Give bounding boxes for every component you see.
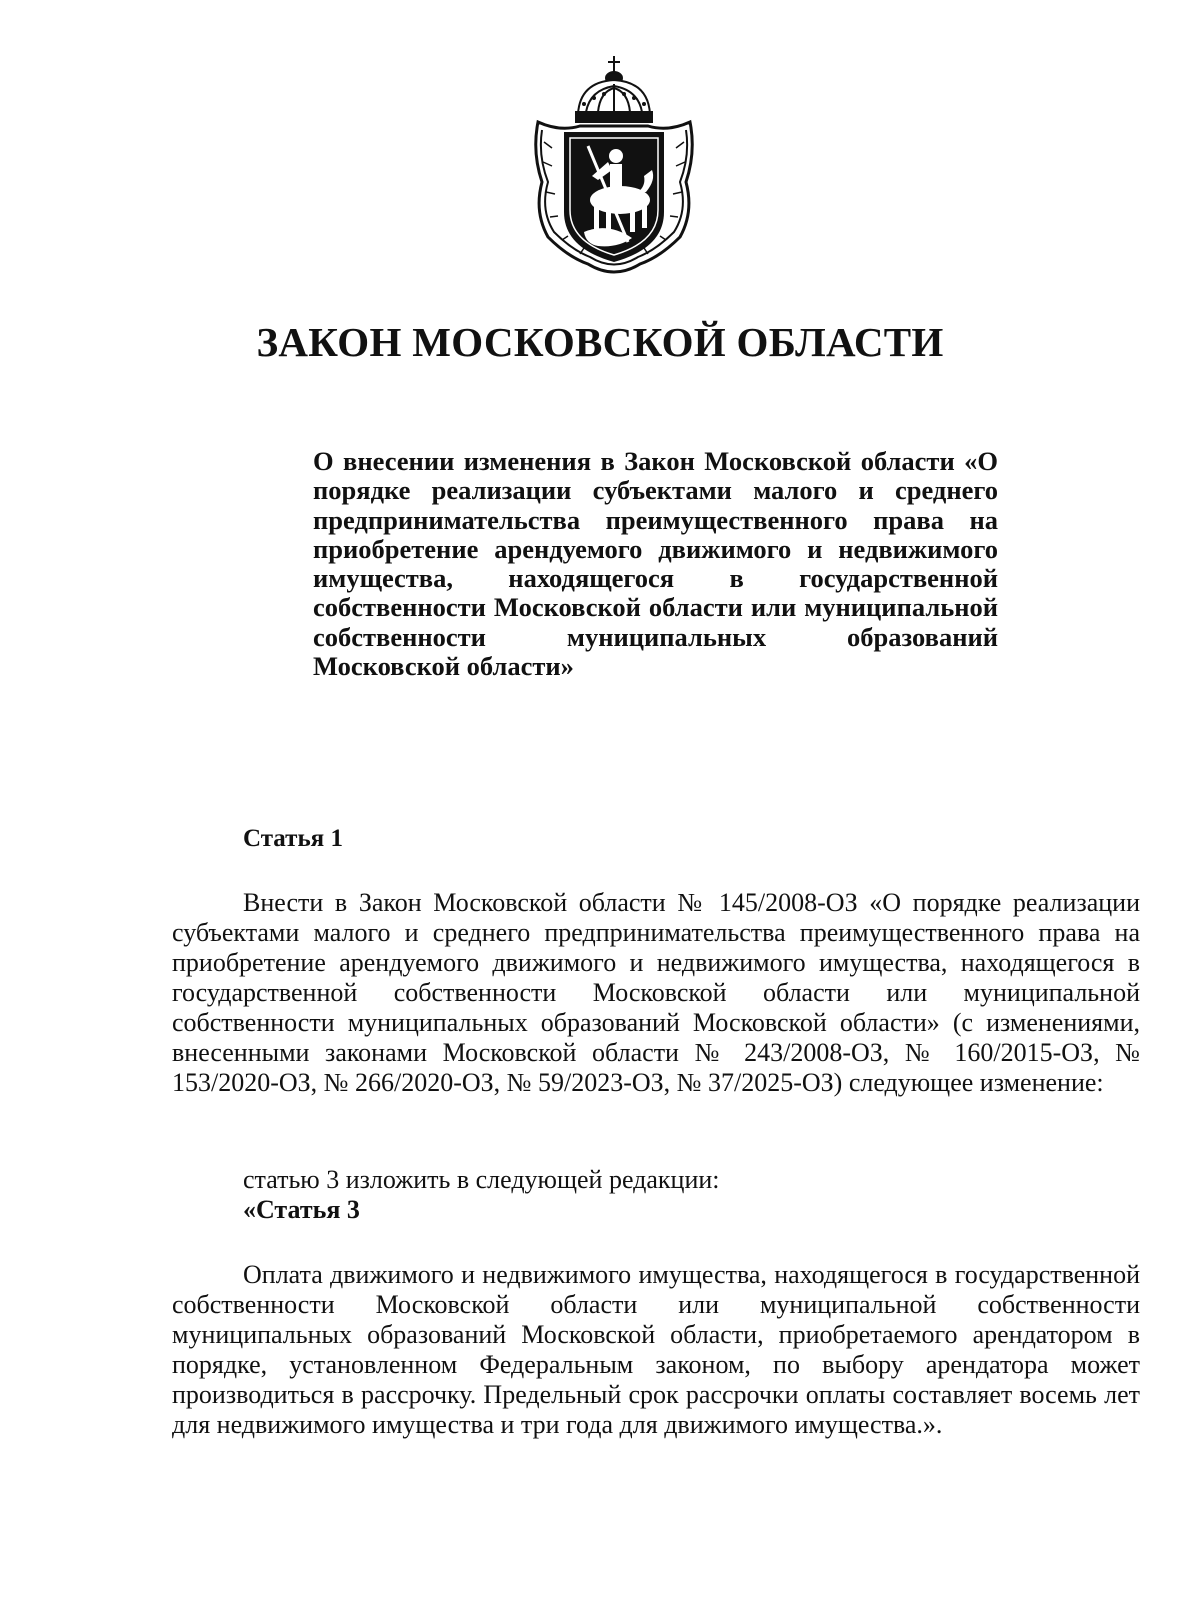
document-title: ЗАКОН МОСКОВСКОЙ ОБЛАСТИ xyxy=(256,319,944,365)
paragraph-amendment: Внести в Закон Московской области № 145/2008-ОЗ «О порядке реализации субъектами малого и среднего предпринимательства преимущественного права на приобретение арендуемого движимого и недвижимого имущества, находящегося в государственной собственности Московской области или муниципальной собственности муниципальных образований Московской области» (с изменениями, внесенными законами Московской области № 243/2008-ОЗ, № 160/2015-ОЗ, № 153/2020-ОЗ, № 266/2020-ОЗ, № 59/2023-ОЗ, № 37/2025-ОЗ) следующее изменение: xyxy=(172,888,1140,1097)
quoted-article-heading: «Статья 3 xyxy=(243,1195,360,1224)
article-heading: Статья 1 xyxy=(243,825,343,852)
paragraph-instruction: статью 3 изложить в следующей редакции: xyxy=(243,1165,720,1194)
document-subtitle: О внесении изменения в Закон Московской области «О порядке реализации субъектами малого и среднего предпринимательства преимущественного права на приобретение арендуемого движимого и недвижимого имущества, находящегося в государственной собственности Московской области или муниципальной собственности муниципальных образований Московской области» xyxy=(313,446,998,682)
paragraph-article-3-text: Оплата движимого и недвижимого имущества, находящегося в государственной собственности Московской области или муниципальной собственности муниципальных образований Московской области, приобретаемого арендатором в порядке, установленном Федеральным законом, по выбору арендатора может производиться в рассрочку. Предельный срок рассрочки оплаты составляет восемь лет для недвижимого имущества и три года для движимого имущества.». xyxy=(172,1260,1140,1439)
coat-of-arms-icon xyxy=(528,52,700,284)
